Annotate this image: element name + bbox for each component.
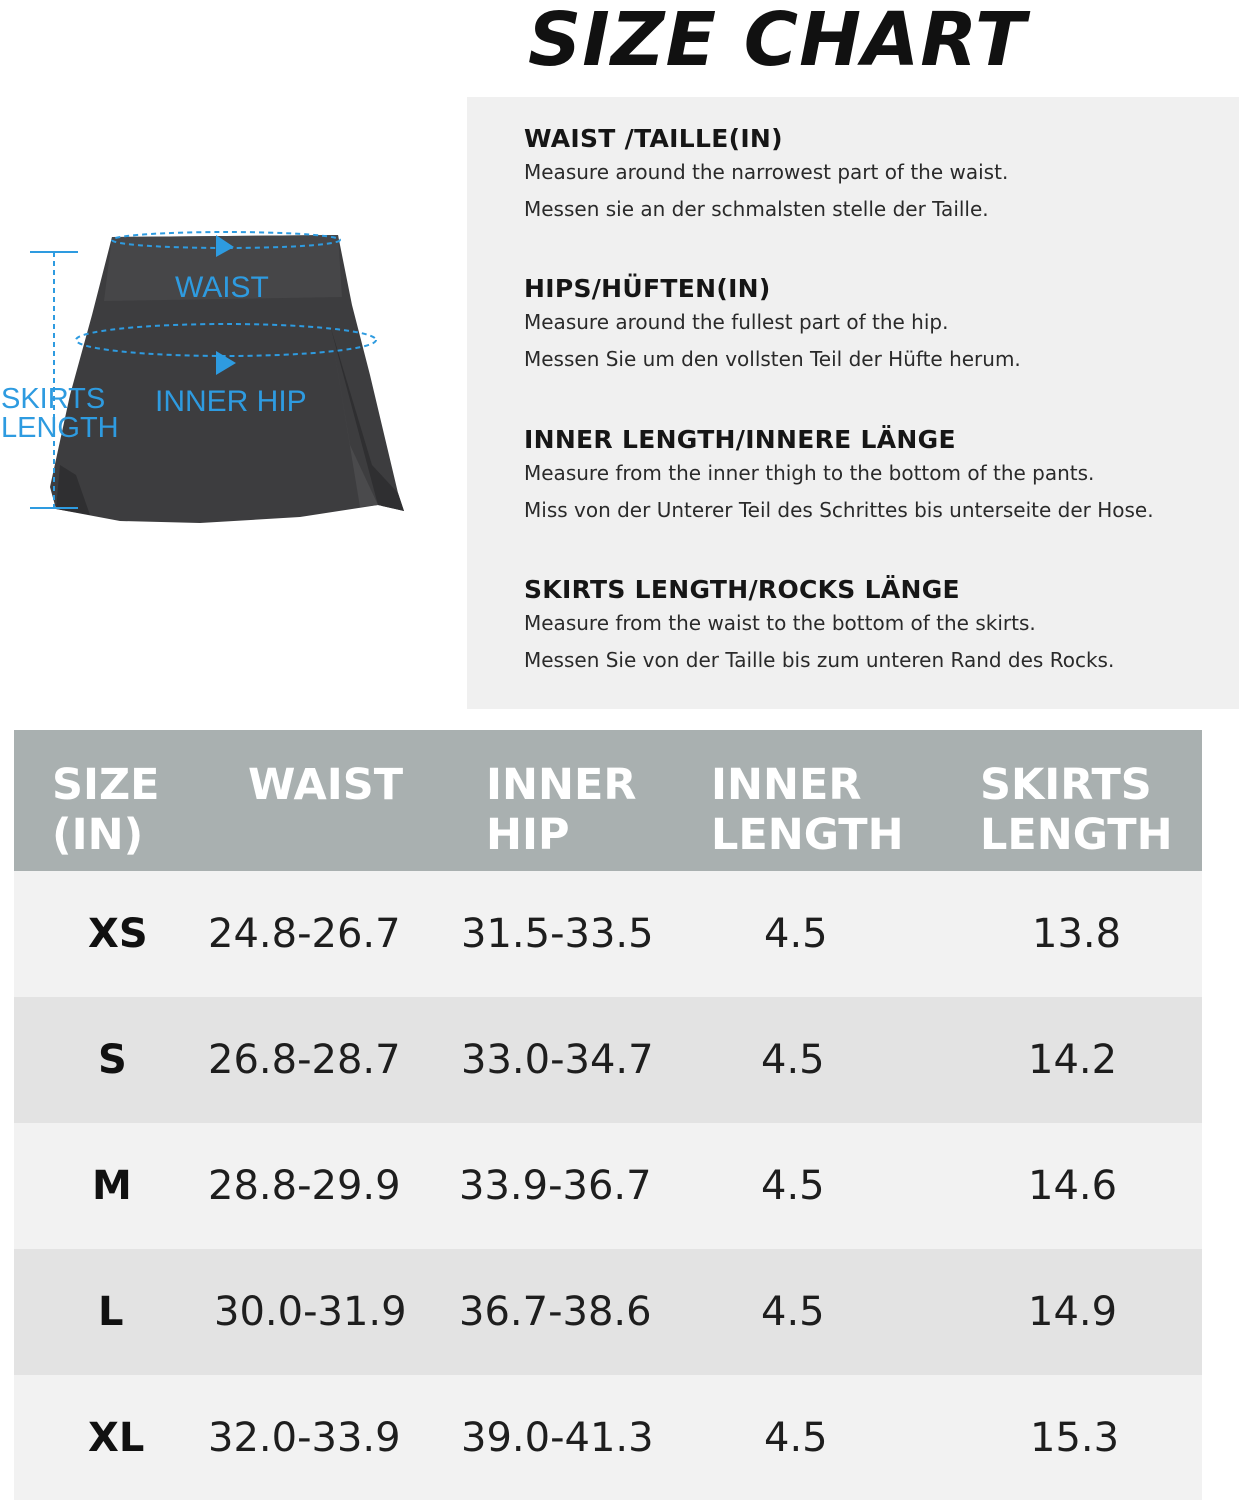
header-inner-length: INNER LENGTH <box>711 760 904 860</box>
table-row <box>14 1375 1202 1500</box>
info-line: Measure around the narrowest part of the waist. <box>524 160 1009 184</box>
table-header <box>14 730 1202 871</box>
table-row <box>14 1249 1202 1375</box>
cell-waist: 32.0-33.9 <box>208 1415 401 1461</box>
info-heading: WAIST /TAILLE(IN) <box>524 124 783 153</box>
header-waist: WAIST <box>248 760 404 810</box>
table-row <box>14 871 1202 997</box>
info-heading: SKIRTS LENGTH/ROCKS LÄNGE <box>524 575 960 604</box>
cell-waist: 24.8-26.7 <box>208 911 401 957</box>
cell-inner-hip: 31.5-33.5 <box>461 911 654 957</box>
cell-skirts-length: 14.9 <box>1028 1289 1118 1335</box>
cell-inner-length: 4.5 <box>764 1415 828 1461</box>
header-size: SIZE (IN) <box>52 760 160 860</box>
cell-inner-hip: 33.0-34.7 <box>461 1037 654 1083</box>
waist-label: WAIST <box>175 271 269 304</box>
cell-size: L <box>98 1289 124 1335</box>
info-waist <box>524 124 1008 228</box>
skirt-illustration <box>0 225 410 525</box>
cell-waist: 26.8-28.7 <box>208 1037 401 1083</box>
info-heading: INNER LENGTH/INNERE LÄNGE <box>524 425 956 454</box>
size-table <box>14 730 1202 1500</box>
info-line: Messen Sie von der Taille bis zum unteren Rand des Rocks. <box>524 648 1115 672</box>
header-skirts-length: SKIRTS LENGTH <box>980 760 1173 860</box>
info-line: Measure from the inner thigh to the bottom of the pants. <box>524 461 1095 485</box>
info-hips <box>524 274 1021 378</box>
info-line: Measure around the fullest part of the hip. <box>524 310 949 334</box>
header-inner-hip: INNER HIP <box>486 760 637 860</box>
measurement-info-panel <box>467 97 1239 709</box>
info-line: Measure from the waist to the bottom of the skirts. <box>524 611 1036 635</box>
cell-skirts-length: 14.2 <box>1028 1037 1118 1083</box>
cell-inner-hip: 39.0-41.3 <box>461 1415 654 1461</box>
cell-skirts-length: 15.3 <box>1030 1415 1120 1461</box>
skirts-length-label-2: LENGTH <box>1 412 119 444</box>
cell-inner-hip: 36.7-38.6 <box>459 1289 652 1335</box>
table-row <box>14 1123 1202 1249</box>
cell-inner-length: 4.5 <box>761 1163 825 1209</box>
inner-hip-label: INNER HIP <box>155 385 307 418</box>
cell-size: M <box>92 1163 132 1209</box>
cell-inner-hip: 33.9-36.7 <box>459 1163 652 1209</box>
cell-inner-length: 4.5 <box>761 1289 825 1335</box>
table-row <box>14 997 1202 1123</box>
cell-inner-length: 4.5 <box>761 1037 825 1083</box>
cell-inner-length: 4.5 <box>764 911 828 957</box>
info-line: Messen sie an der schmalsten stelle der Taille. <box>524 197 989 221</box>
cell-waist: 30.0-31.9 <box>214 1289 407 1335</box>
info-skirts-length <box>524 575 1114 679</box>
page-title: SIZE CHART <box>528 0 1027 83</box>
skirts-length-label-1: SKIRTS <box>1 383 106 415</box>
cell-size: S <box>98 1037 127 1083</box>
cell-size: XS <box>88 911 148 957</box>
cell-waist: 28.8-29.9 <box>208 1163 401 1209</box>
cell-skirts-length: 13.8 <box>1032 911 1122 957</box>
cell-skirts-length: 14.6 <box>1028 1163 1118 1209</box>
cell-size: XL <box>88 1415 145 1461</box>
info-inner-length <box>524 425 1154 529</box>
info-heading: HIPS/HÜFTEN(IN) <box>524 274 771 303</box>
info-line: Messen Sie um den vollsten Teil der Hüfte herum. <box>524 347 1021 371</box>
info-line: Miss von der Unterer Teil des Schrittes bis unterseite der Hose. <box>524 498 1154 522</box>
